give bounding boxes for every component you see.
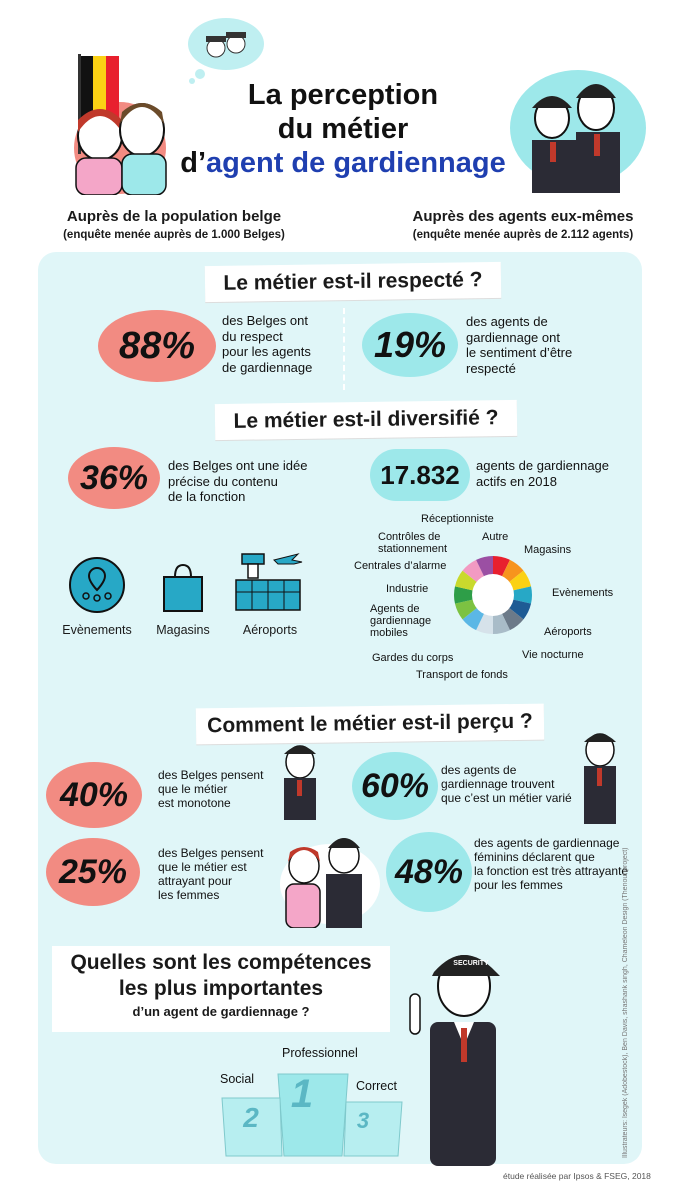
belgian-couple-illustration <box>62 50 182 195</box>
illustration-credit: Illustrateurs: lsegek (Adobestock), Ben Davis, shashank singh, Chameleon Design (Thenounproject) <box>622 847 629 1158</box>
stat-48-blob: 48% <box>386 832 472 912</box>
donut-label-alarm: Centrales d’alarme <box>354 560 447 572</box>
stat-agents-text: agents de gardiennage actifs en 2018 <box>476 458 610 489</box>
icon-label-airports: Aéroports <box>242 623 298 637</box>
donut-label-receptionist: Réceptionniste <box>421 513 494 525</box>
stat-19-text: des agents de gardiennage ont le sentiment d’être respecté <box>466 314 573 376</box>
divider <box>343 308 345 390</box>
stat-19-blob: 19% <box>362 313 458 377</box>
podium-rank-1: 1 <box>290 1072 314 1116</box>
donut-label-cash: Transport de fonds <box>416 669 508 681</box>
thought-bubble-icon <box>178 14 268 84</box>
podium-rank-2: 2 <box>243 1102 259 1133</box>
podium-rank-3: 3 <box>356 1108 370 1133</box>
agent-confident-illustration <box>570 724 626 824</box>
donut-label-events: Evènements <box>552 587 614 599</box>
stat-48-text: des agents de gardiennage féminins déclarent que la fonction est très attrayante pour les femmes <box>474 836 629 892</box>
donut-label-nightlife: Vie nocturne <box>522 649 584 661</box>
shopping-bag-icon <box>160 561 206 613</box>
airport-icon <box>232 546 304 614</box>
question-diversity: Le métier est-il diversifié ? <box>215 400 517 440</box>
security-badge-text: SECURITY <box>453 960 489 967</box>
stat-25-blob: 25% <box>46 838 140 906</box>
donut-label-airports: Aéroports <box>544 626 592 638</box>
donut-label-shops: Magasins <box>524 544 572 556</box>
agent-doubtful-illustration <box>270 740 330 820</box>
icon-label-events: Evènements <box>62 623 132 637</box>
women-agents-illustration <box>274 822 384 928</box>
stat-36-blob: 36% <box>68 447 160 509</box>
podium-label-2: Social <box>220 1072 255 1086</box>
stat-agents-count: 17.832 <box>370 449 470 501</box>
donut-label-other: Autre <box>482 531 509 543</box>
stat-40-blob: 40% <box>46 762 142 828</box>
map-pin-crowd-icon <box>68 556 126 614</box>
donut-label-bodyguards: Gardes du corps <box>372 652 454 664</box>
sector-donut-chart <box>452 554 534 636</box>
icon-label-shops: Magasins <box>156 623 210 637</box>
page-title: La perception du métier d’agent de gardiennage <box>180 79 506 179</box>
donut-label-mobile: Agents de gardiennage mobiles <box>370 603 432 639</box>
podium-label-1: Professionnel <box>282 1046 358 1060</box>
stat-40-text: des Belges pensent que le métier est monotone <box>158 768 264 810</box>
stat-88-text: des Belges ont du respect pour les agents de gardiennage <box>222 313 313 375</box>
stat-60-blob: 60% <box>352 752 438 820</box>
security-agents-illustration <box>496 58 656 193</box>
stat-60-text: des agents de gardiennage trouvent que c’est un métier varié <box>441 763 572 805</box>
question-respect: Le métier est-il respecté ? <box>205 262 501 302</box>
study-credit: étude réalisée par Ipsos & FSEG, 2018 <box>503 1171 651 1181</box>
podium-label-3: Correct <box>356 1079 397 1093</box>
donut-label-industry: Industrie <box>386 583 429 595</box>
right-header: Auprès des agents eux-mêmes (enquête menée auprès de 2.112 agents) <box>412 208 634 241</box>
question-perception: Comment le métier est-il perçu ? <box>196 704 544 745</box>
stat-36-text: des Belges ont une idée précise du contenu de la fonction <box>168 458 308 504</box>
title-highlight: agent de gardiennage <box>206 147 506 179</box>
donut-label-parking: Contrôles de stationnement <box>378 531 448 555</box>
stat-25-text: des Belges pensent que le métier est attrayant pour les femmes <box>158 846 264 902</box>
left-header: Auprès de la population belge (enquête menée auprès de 1.000 Belges) <box>63 208 285 241</box>
agent-pointing-illustration <box>404 936 516 1166</box>
skills-question: Quelles sont les compétences les plus importantes d’un agent de gardiennage ? <box>70 951 372 1019</box>
stat-88-blob: 88% <box>98 310 216 382</box>
